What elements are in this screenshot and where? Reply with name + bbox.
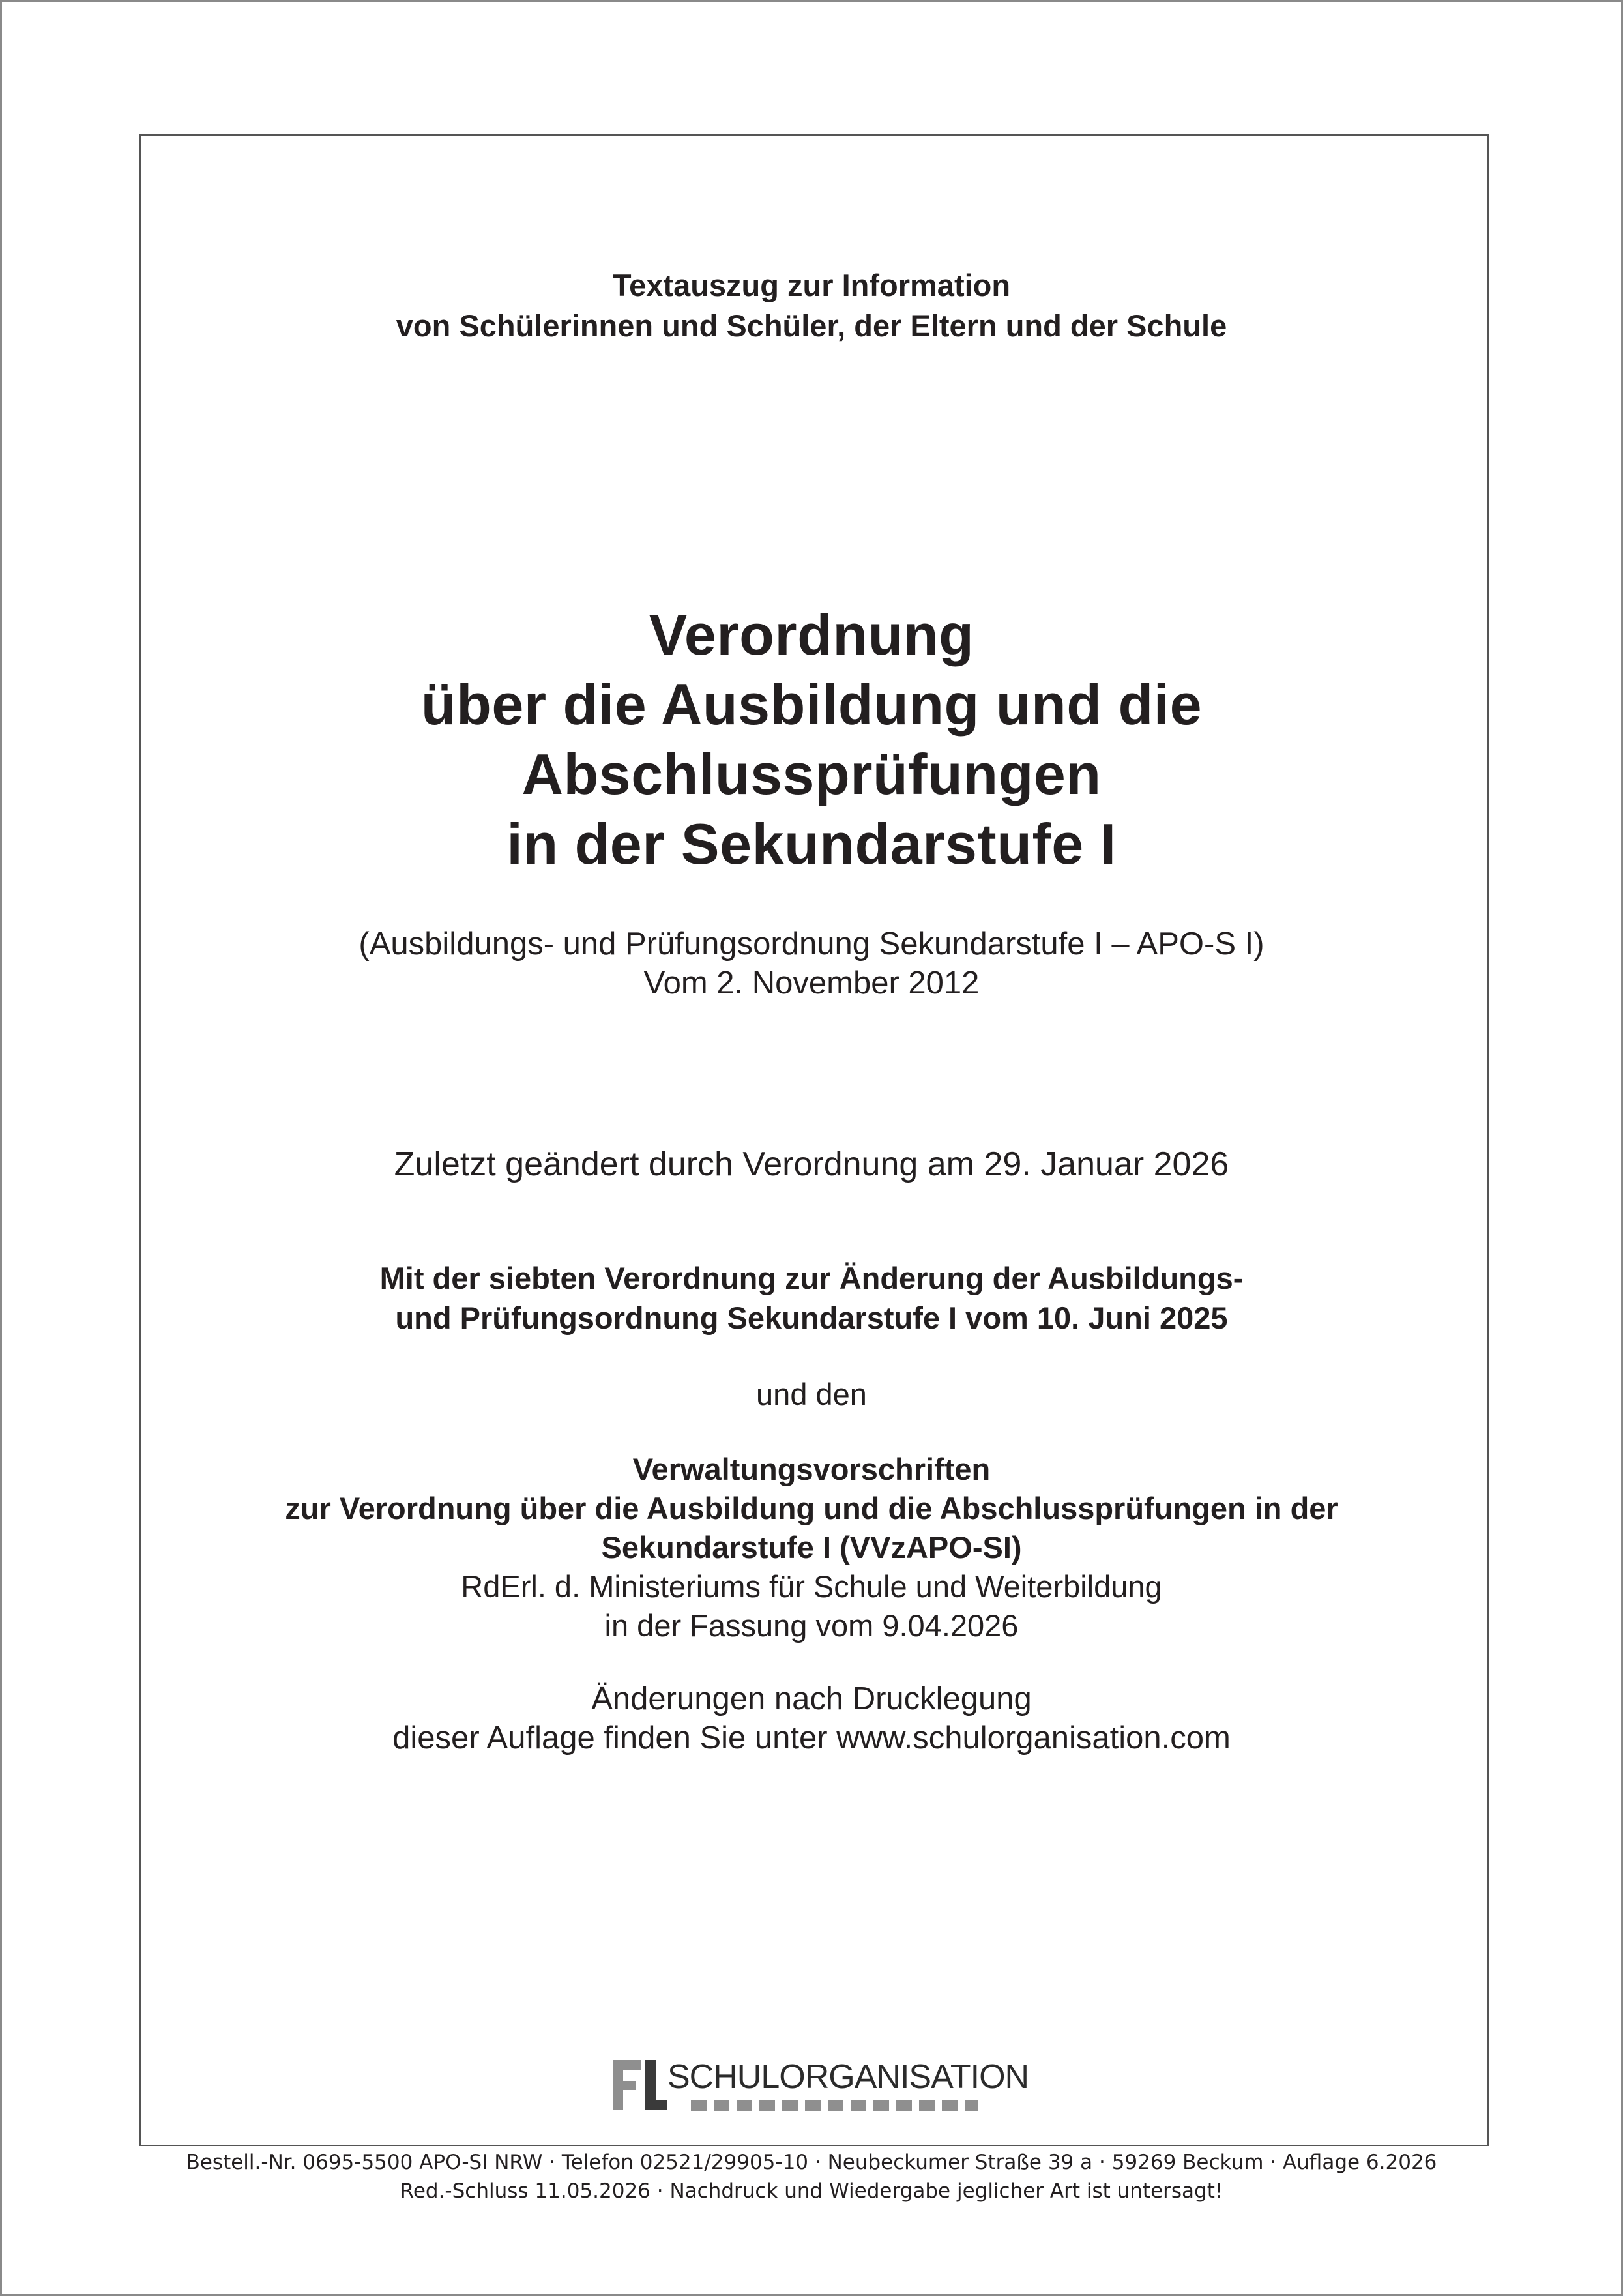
regulations-line-5: in der Fassung vom 9.04.2026 (604, 1608, 1019, 1643)
changes-notice (0, 1679, 1623, 1758)
title-line-3: Abschlussprüfungen (521, 742, 1102, 806)
issue-date: Vom 2. November 2012 (643, 965, 980, 1001)
intro-line-1: Textauszug zur Information (612, 268, 1011, 302)
intro-line-2: von Schülerinnen und Schüler, der Eltern und der Schule (396, 308, 1227, 343)
short-name: (Ausbildungs- und Prüfungsordnung Sekundarstufe I – APO-S I) (358, 926, 1265, 962)
administrative-regulations (0, 1450, 1623, 1645)
title-line-1: Verordnung (649, 602, 974, 667)
title-line-4: in der Sekundarstufe I (506, 812, 1117, 876)
connector-text: und den (756, 1377, 867, 1411)
logo-dot-bar (691, 2100, 978, 2111)
document-title (0, 600, 1623, 879)
regulations-line-3: Sekundarstufe I (VVzAPO-SI) (601, 1530, 1022, 1565)
regulations-line-1: Verwaltungsvorschriften (632, 1452, 991, 1486)
publisher-logo (613, 2057, 1029, 2116)
seventh-ordinance-line-1: Mit der siebten Verordnung zur Änderung der Ausbildungs- (379, 1261, 1244, 1295)
seventh-ordinance-line-2: und Prüfungsordnung Sekundarstufe I vom 10. Juni 2025 (395, 1301, 1228, 1335)
changes-line-1: Änderungen nach Drucklegung (591, 1681, 1032, 1716)
svg-text:&: & (632, 2095, 643, 2112)
footer-line-1: Bestell.-Nr. 0695-5500 APO-SI NRW · Telefon 02521/29905-10 · Neubeckumer Straße 39 a · 59269 Beckum · Auflage 6.2026 (186, 2151, 1437, 2174)
content-frame (139, 134, 1489, 2146)
intro-heading (0, 265, 1623, 346)
title-line-2: über die Ausbildung und die (420, 672, 1203, 737)
seventh-ordinance (0, 1258, 1623, 1338)
changes-line-2: dieser Auflage finden Sie unter www.schulorganisation.com (392, 1720, 1231, 1756)
logo-brand-text: SCHULORGANISATION (667, 2058, 1029, 2096)
regulations-line-4: RdErl. d. Ministeriums für Schule und Weiterbildung (461, 1569, 1162, 1604)
imprint-footer (0, 2148, 1623, 2205)
document-subtitle (0, 924, 1623, 1003)
footer-line-2: Red.-Schluss 11.05.2026 · Nachdruck und Wiedergabe jeglicher Art ist untersagt! (400, 2179, 1223, 2203)
regulations-line-2: zur Verordnung über die Ausbildung und die Abschlussprüfungen in der (285, 1491, 1338, 1525)
last-changed: Zuletzt geändert durch Verordnung am 29. Januar 2026 (394, 1145, 1229, 1183)
